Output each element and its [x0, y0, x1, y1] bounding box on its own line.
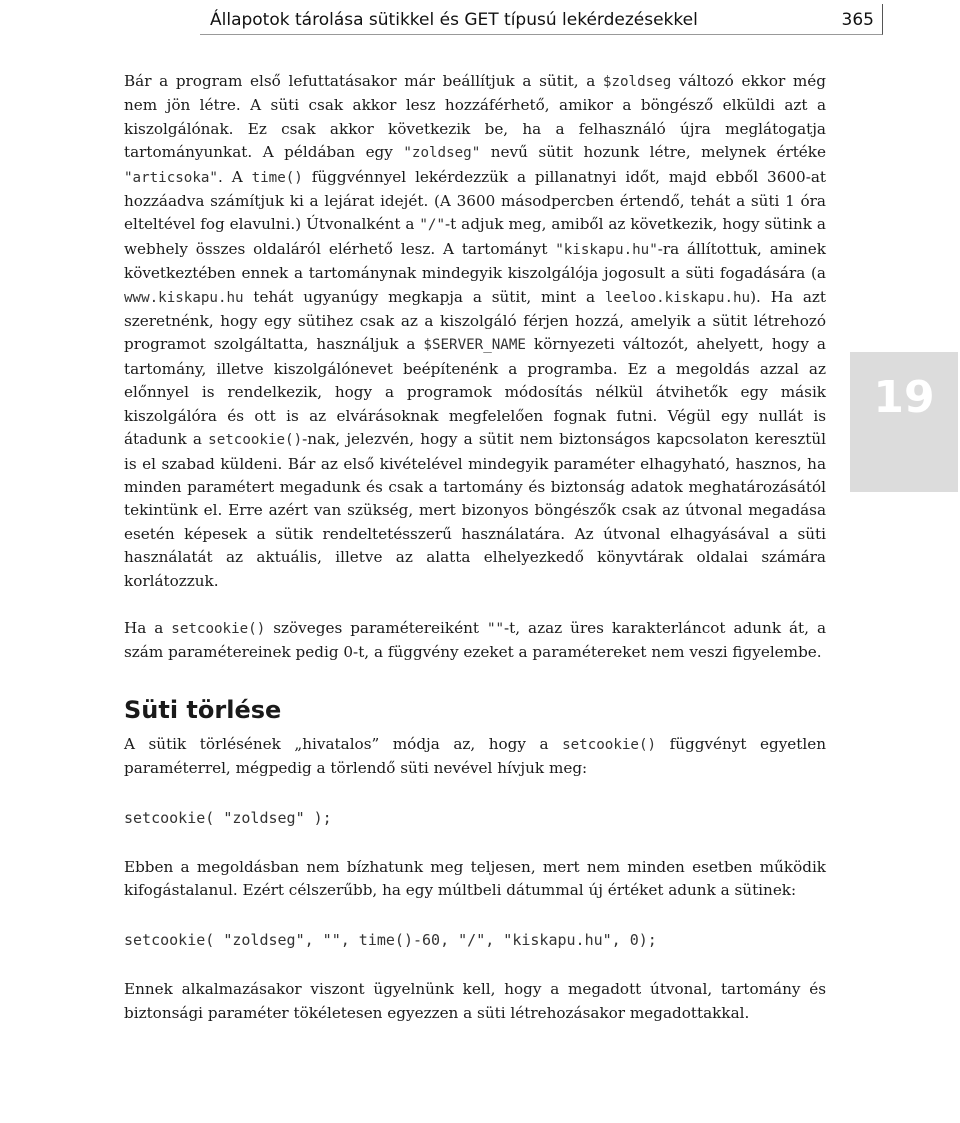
inline-code: "articsoka" — [124, 169, 218, 186]
inline-code: setcookie() — [208, 432, 303, 449]
chapter-tab — [850, 352, 958, 492]
inline-code: leeloo.kiskapu.hu — [604, 289, 751, 306]
text-run: -t adjuk meg, amiből az következik, hogy sütink a webhely összes oldaláról elérhető lesz. A tartományt — [124, 215, 826, 258]
inline-code: $SERVER_NAME — [423, 337, 526, 354]
body-paragraph: Ebben a megoldásban nem bízhatunk meg teljesen, mert nem minden esetben működik kifogástalanul. Ezért célszerűbb, ha egy múltbeli dátummal új értéket adunk a sütinek: — [124, 857, 826, 900]
text-run: környezeti változót, ahelyett, hogy a tartomány, illetve kiszolgálónevet beépítenénk a programba. Ez a megoldás azzal az előnnyel is rendelkezik, hogy a programok módosítás nélkül átvihetők egy másik kiszolgálóra és ott is az elvárásoknak megfelelően fognak futni. Végül egy nullát is átadunk a — [124, 335, 826, 449]
section-heading: Süti törlése — [124, 695, 282, 724]
inline-code: "zoldseg" — [403, 145, 481, 162]
text-run: változó ekkor még nem jön létre. A süti csak akkor lesz hozzáférhető, amikor a böngésző elküldi azt a kiszolgálónak. Ez csak akkor következik be, ha a felhasználó újra meglátogatja tartományunkat. A példában egy — [124, 72, 827, 162]
code-example: setcookie( "zoldseg" ); — [124, 808, 332, 827]
body-paragraph — [124, 733, 826, 781]
text-run: -t, azaz üres karakterláncot adunk át, a szám paramétereinek pedig 0-t, a függvény ezeket a paramétereket nem veszi figyelembe. — [124, 618, 826, 662]
text-run: függvényt egyetlen paraméterrel, mégpedig a törlendő süti nevével hívjuk meg: — [124, 734, 826, 778]
text-run: nevű sütit hozunk létre, melynek értéke — [480, 143, 826, 162]
body-paragraph: Ennek alkalmazásakor viszont ügyelnünk kell, hogy a megadott útvonal, tartomány és biztonsági paraméter tökéletesen egyezzen a süti létrehozásakor megadottakkal. — [124, 980, 826, 1022]
inline-code: $zoldseg — [602, 74, 672, 90]
inline-code: time() — [251, 169, 303, 186]
body-paragraph — [124, 617, 826, 665]
chapter-number: 19 — [873, 372, 935, 423]
text-run: -ra állítottuk, aminek következtében ennek a tartománynak mindegyik kiszolgálója jogosult a süti fogadására (a — [124, 239, 826, 283]
header-title: Állapotok tárolása sütikkel és GET típusú lekérdezésekkel — [210, 10, 698, 30]
text-run: függvénnyel lekérdezzük a pillanatnyi időt, majd ebből 3600-at hozzáadva számítjuk ki a lejárat idejét. (A 3600 másodpercben értendő, tehát a süti 1 óra elteltével fog elavulni.) Útvonalként a — [124, 167, 827, 234]
text-run: A sütik törlésének „hivatalos” módja az, hogy a — [124, 734, 563, 753]
code-example: setcookie( "zoldseg", "", time()-60, "/", "kiskapu.hu", 0); — [124, 930, 657, 949]
body-paragraph — [124, 70, 826, 593]
page-number: 365 — [841, 10, 874, 30]
text-run: ). Ha azt szeretnénk, hogy egy sütihez csak az a kiszolgáló férjen hozzá, amelyik a sütit létrehozó programot szolgáltatta, használjuk a — [124, 287, 826, 354]
text-run: tehát ugyanúgy megkapja a sütit, mint a — [243, 287, 605, 306]
text-run: . A — [217, 167, 252, 186]
inline-code: www.kiskapu.hu — [124, 289, 244, 306]
inline-code: "/" — [419, 217, 445, 234]
text-run: szöveges paramétereiként — [265, 618, 487, 637]
text-run: Bár a program első lefuttatásakor már beállítjuk a sütit, a — [124, 72, 603, 90]
text-run: -nak, jelezvén, hogy a sütit nem biztonságos kapcsolaton keresztül is el szabad küldeni. Bár az első kivételével mindegyik paraméter elhagyható, hasznos, ha minden paramétert megadunk és csak a tartomány és biztonság adatok meghatározásától tekintünk el. Erre azért van szükség, mert bizonyos böngészők csak az útvonal megadása esetén képesek a sütik rendeltetésszerű használatára. Az útvonal elhagyásával a süti használatát az aktuális, illetve az alatta elhelyezkedő könyvtárak oldalai számára korlátozzuk. — [124, 430, 826, 590]
inline-code: setcookie() — [171, 620, 266, 637]
text-run: Ha a — [124, 618, 172, 637]
inline-code: "" — [486, 620, 505, 637]
page-body — [124, 70, 826, 1025]
running-header — [200, 4, 883, 35]
inline-code: "kiskapu.hu" — [555, 241, 658, 258]
inline-code: setcookie() — [562, 736, 657, 753]
